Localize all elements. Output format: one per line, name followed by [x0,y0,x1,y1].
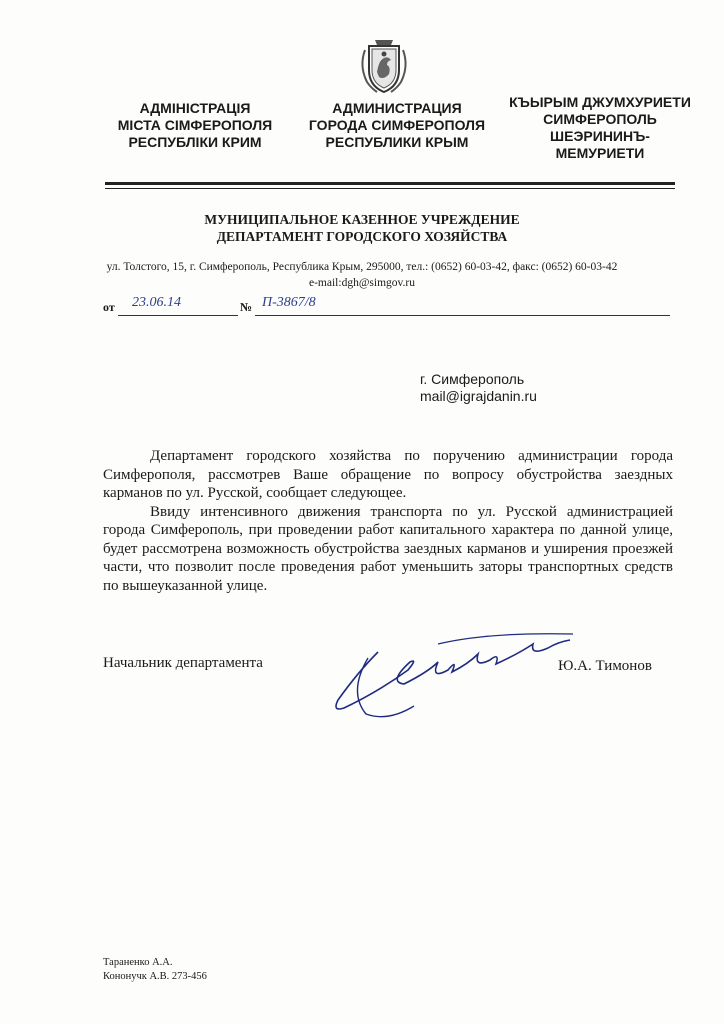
registration-date-handwritten: 23.06.14 [132,295,181,310]
header-right-line: СИМФЕРОПОЛЬ [543,111,657,127]
number-underline [255,315,670,316]
recipient-block [420,371,537,405]
signatory-position: Начальник департамента [103,655,263,671]
body-paragraph: Департамент городского хозяйства по поручению администрации города Симферополя, рассмотрев Ваше обращение по вопросу обустройства заездных карманов по ул. Русской, сообщает следующее. [103,448,673,501]
executors-note [103,956,207,984]
registration-date-label: от [103,300,115,314]
organization-contacts [0,259,724,291]
executor-name: Тараненко А.А. [103,957,173,968]
recipient-email: mail@igrajdanin.ru [420,388,537,404]
crimea-coat-of-arms-icon [353,36,415,98]
registration-number-handwritten: П-3867/8 [262,295,316,310]
header-left-line: АДМІНІСТРАЦІЯ [139,100,251,116]
organization-name: МУНИЦИПАЛЬНОЕ КАЗЕННОЕ УЧРЕЖДЕНИЕ [204,212,520,227]
header-center-line: РЕСПУБЛИКИ КРЫМ [325,134,469,150]
letter-body [103,447,673,595]
body-paragraph: Ввиду интенсивного движения транспорта по ул. Русской администрацией города Симферополь, при проведении работ капитального характера по данной улице, будет рассмотрена возможность обустройства заездных карманов и уширения проезжей части, что позволит после проведения работ уменьшить заторы транспортных средств по вышеуказанной улице. [103,503,673,594]
header-right-line: МЕМУРИЕТИ [555,145,645,161]
organization-title [0,211,724,245]
registration-number-label: № [240,300,253,314]
header-left [105,100,285,151]
header-center-line: АДМИНИСТРАЦИЯ [332,100,462,116]
header-right-line: КЪЫРЫМ ДЖУМХУРИЕТИ [509,94,691,110]
header-center-line: ГОРОДА СИМФЕРОПОЛЯ [308,117,486,133]
header-center [297,100,497,151]
executor-name: Кононучк А.В. 273-456 [103,971,207,982]
header-divider-thin [105,188,675,189]
header-right-line: ШЕЭРИНИНЪ- [550,128,650,144]
signatory-name: Ю.А. Тимонов [558,658,652,674]
header-left-line: МІСТА СІМФЕРОПОЛЯ [117,117,273,133]
date-underline [118,315,238,316]
header-right [500,94,700,162]
header-left-line: РЕСПУБЛІКИ КРИМ [128,134,262,150]
handwritten-signature [318,622,588,722]
organization-email: e-mail:dgh@simgov.ru [309,277,415,289]
department-name: ДЕПАРТАМЕНТ ГОРОДСКОГО ХОЗЯЙСТВА [216,229,508,244]
recipient-city: г. Симферополь [420,371,525,387]
header-divider [105,182,675,185]
organization-address: ул. Толстого, 15, г. Симферополь, Республика Крым, 295000, тел.: (0652) 60-03-42, факс: (0652) 60-03-42 [106,261,618,273]
